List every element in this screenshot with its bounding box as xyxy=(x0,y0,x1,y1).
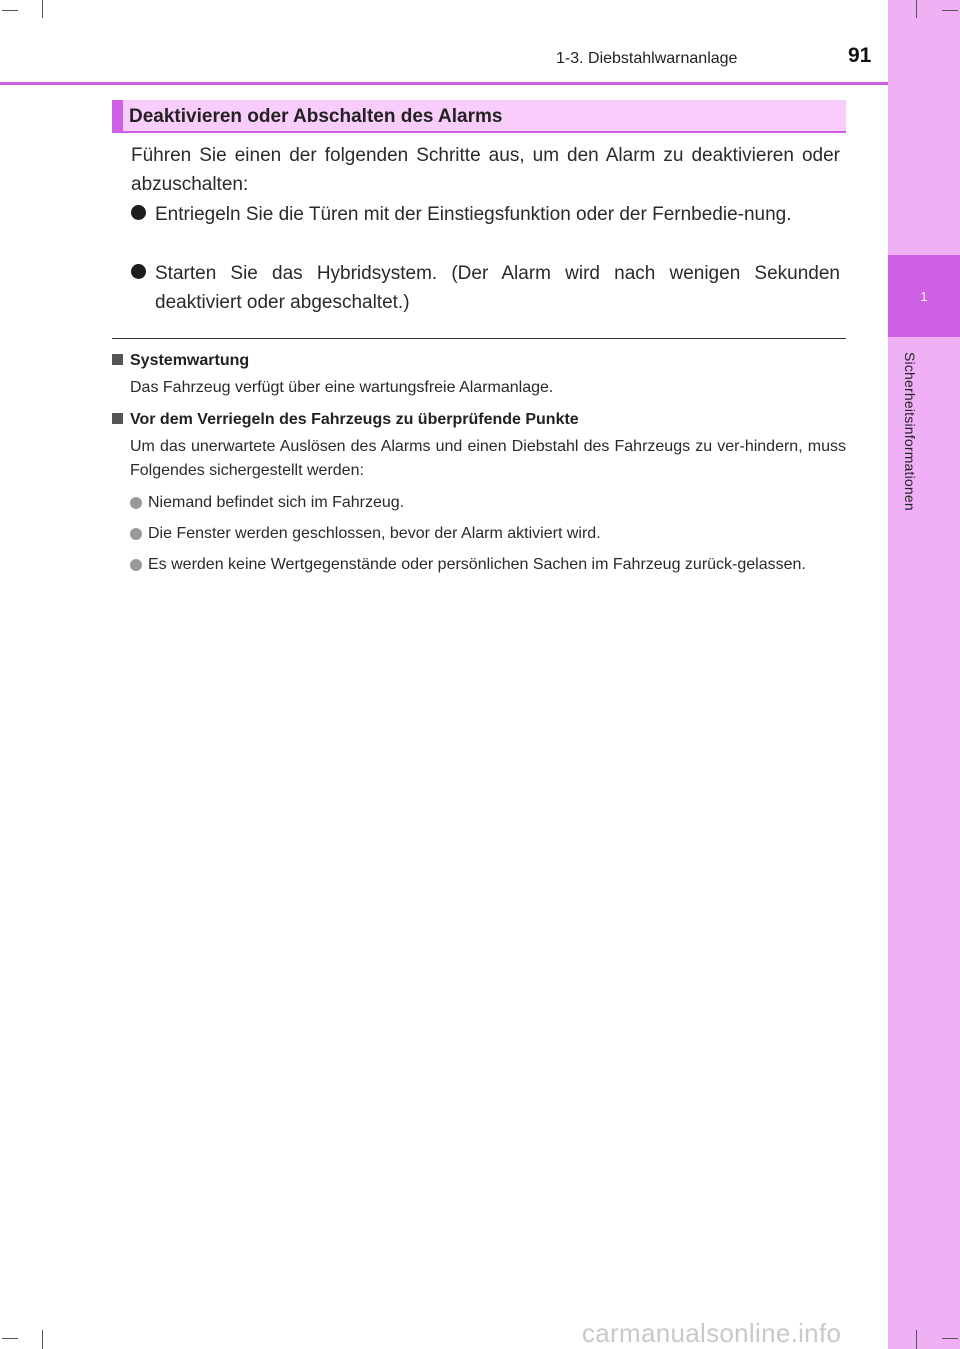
check-item xyxy=(130,491,846,515)
bullet-item xyxy=(131,200,840,229)
check-item-text: Niemand befindet sich im Fahrzeug. xyxy=(148,494,405,511)
bullet-dot-icon xyxy=(130,528,142,540)
check-item-text: Die Fenster werden geschlossen, bevor der Alarm aktiviert wird. xyxy=(148,525,601,542)
note-systemwartung xyxy=(112,350,846,400)
bullet-dot-icon xyxy=(130,559,142,571)
note-body: Das Fahrzeug verfügt über eine wartungsfreie Alarmanlage. xyxy=(130,379,554,396)
chapter-number-tab xyxy=(888,255,960,337)
note-title-text: Vor dem Verriegeln des Fahrzeugs zu überprüfende Punkte xyxy=(130,411,579,428)
check-item-text: Es werden keine Wertgegenstände oder persönlichen Sachen im Fahrzeug zurück-gelassen. xyxy=(148,556,806,573)
note-checkpoints xyxy=(112,409,846,483)
intro-paragraph: Führen Sie einen der folgenden Schritte aus, um den Alarm zu deaktivieren oder abzuschalten: xyxy=(131,145,840,195)
bullet-text: Entriegeln Sie die Türen mit der Einstiegsfunktion oder der Fernbedie-nung. xyxy=(155,204,792,225)
bullet-text: Starten Sie das Hybridsystem. (Der Alarm wird nach wenigen Sekunden deaktiviert oder abgeschaltet.) xyxy=(155,263,840,313)
crop-mark xyxy=(942,1338,958,1339)
bullet-item xyxy=(131,259,840,317)
section-header xyxy=(112,100,846,133)
square-bullet-icon xyxy=(112,413,123,424)
check-item xyxy=(130,522,846,546)
bullet-dot-icon xyxy=(130,497,142,509)
bullet-dot-icon xyxy=(131,205,146,220)
watermark: carmanualsonline.info xyxy=(582,1318,842,1348)
crop-mark xyxy=(42,1330,43,1349)
note-title xyxy=(112,350,846,372)
chapter-number: 1 xyxy=(920,288,928,304)
page-number: 91 xyxy=(848,44,872,67)
chapter-tab-strip xyxy=(888,0,960,1349)
crop-mark xyxy=(916,1330,917,1349)
crop-mark xyxy=(916,0,917,18)
chapter-label: Sicherheitsinformationen xyxy=(902,352,918,511)
header-rule xyxy=(0,82,888,85)
square-bullet-icon xyxy=(112,354,123,365)
bullet-dot-icon xyxy=(131,264,146,279)
crop-mark xyxy=(2,10,18,11)
note-title xyxy=(112,409,846,431)
section-divider xyxy=(112,338,846,339)
section-title: Deaktivieren oder Abschalten des Alarms xyxy=(129,106,503,127)
crop-mark xyxy=(42,0,43,18)
note-title-text: Systemwartung xyxy=(130,352,250,369)
running-header: 1-3. Diebstahlwarnanlage xyxy=(556,50,738,67)
check-item xyxy=(130,553,846,577)
crop-mark xyxy=(942,10,958,11)
crop-mark xyxy=(2,1338,18,1339)
note-body: Um das unerwartete Auslösen des Alarms und einen Diebstahl des Fahrzeugs zu ver-hindern, muss Folgendes sichergestellt werden: xyxy=(130,438,846,479)
